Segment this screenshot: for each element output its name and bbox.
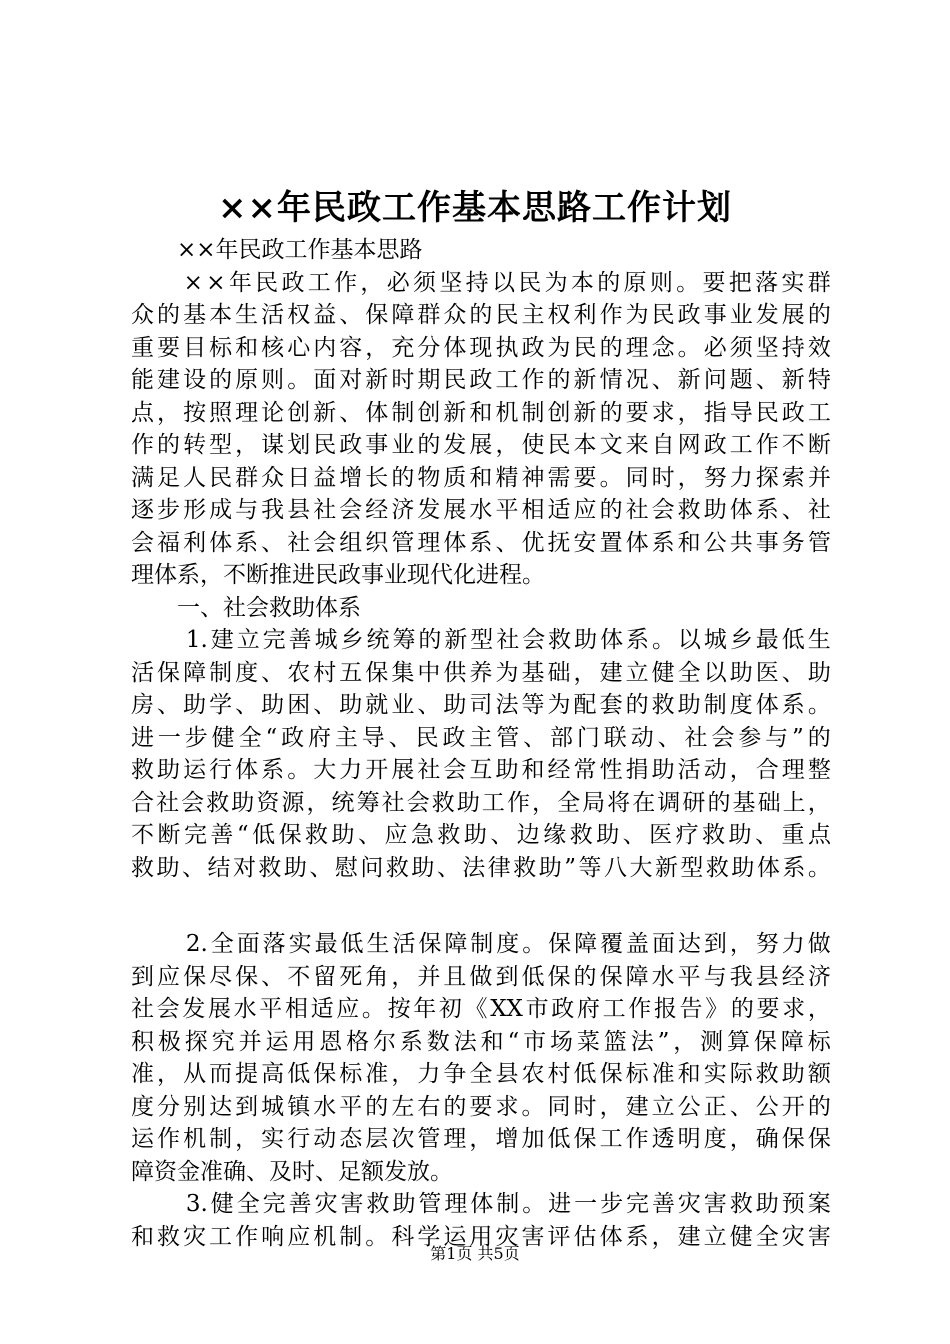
text-line: 理体系，不断推进民政事业现代化进程。: [131, 562, 545, 588]
text-line: 重 要 目 标 和 核 心 内 容 ， 充 分 体 现 执 政 为 民 的 理 念 。 必 须 坚 持 效: [131, 334, 831, 361]
text-line: ××年民政工作基本思路: [131, 237, 423, 263]
text-line: 众 的 基 本 生 活 权 益 、 保 障 群 众 的 民 主 权 利 作 为 民 政 事 业 发 展 的: [131, 302, 831, 328]
text-line: 救 助 、 结 对 救 助 、 慰 问 救 助 、 法 律 救 助 ” 等 八 大 新 型 救 助 体 系 。: [131, 854, 831, 881]
text-line: 会 福 利 体 系 、 社 会 组 织 管 理 体 系 、 优 抚 安 置 体 系 和 公 共 事 务 管: [131, 529, 831, 556]
text-line: 1. 建 立 完 善 城 乡 统 筹 的 新 型 社 会 救 助 体 系 。 以 城 乡 最 低 生: [185, 627, 831, 653]
text-line: × × 年 民 政 工 作 ， 必 须 坚 持 以 民 为 本 的 原 则 。 要 把 落 实 群: [183, 269, 831, 296]
page-footer: 第1页 共5页: [430, 1244, 520, 1263]
blank-line: [131, 884, 831, 928]
text-line: 3. 健 全 完 善 灾 害 救 助 管 理 体 制 。 进 一 步 完 善 灾 害 救 助 预 案: [185, 1191, 831, 1217]
text-line: 和 救 灾 工 作 响 应 机 制 。 科 学 运 用 灾 害 评 估 体 系 ， 建 立 健 全 灾 害: [131, 1223, 831, 1250]
text-line: 度 分 别 达 到 城 镇 水 平 的 左 右 的 要 求 。 同 时 ， 建 立 公 正 、 公 开 的: [131, 1093, 831, 1120]
section-heading: 一、社会救助体系: [131, 594, 361, 621]
text-line: 合 社 会 救 助 资 源 ， 统 筹 社 会 救 助 工 作 ， 全 局 将 在 调 研 的 基 础 上 ，: [131, 789, 831, 816]
text-line: 社 会 发 展 水 平 相 适 应 。 按 年 初 《 XX 市 政 府 工 作 报 告 》 的 要 求 ，: [131, 996, 831, 1022]
text-line: 房 、 助 学 、 助 困 、 助 就 业 、 助 司 法 等 为 配 套 的 救 助 制 度 体 系 。: [131, 692, 831, 718]
text-line: 积 极 探 究 并 运 用 恩 格 尔 系 数 法 和 “ 市 场 菜 篮 法 ” ， 测 算 保 障 标: [131, 1028, 831, 1055]
text-line: 到 应 保 尽 保 、 不 留 死 角 ， 并 且 做 到 低 保 的 保 障 水 平 与 我 县 经 济: [131, 963, 831, 990]
text-line: 障资金准确、及时、足额发放。: [131, 1158, 453, 1185]
text-line: 作 的 转 型 ， 谋 划 民 政 事 业 的 发 展 ， 使 民 本 文 来 自 网 政 工 作 不 断: [131, 432, 831, 458]
text-line: 不 断 完 善 “ 低 保 救 助 、 应 急 救 助 、 边 缘 救 助 、 医 疗 救 助 、 重 点: [131, 822, 831, 848]
text-line: 2. 全 面 落 实 最 低 生 活 保 障 制 度 。 保 障 覆 盖 面 达 到 ， 努 力 做: [185, 931, 831, 957]
text-line: 点 ， 按 照 理 论 创 新 、 体 制 创 新 和 机 制 创 新 的 要 求 ， 指 导 民 政 工: [131, 399, 831, 426]
text-line: 满 足 人 民 群 众 日 益 增 长 的 物 质 和 精 神 需 要 。 同 时 ， 努 力 探 索 并: [131, 464, 831, 491]
text-line: 活 保 障 制 度 、 农 村 五 保 集 中 供 养 为 基 础 ， 建 立 健 全 以 助 医 、 助: [131, 659, 831, 686]
text-line: 进 一 步 健 全 “ 政 府 主 导 、 民 政 主 管 、 部 门 联 动 、 社 会 参 与 ” 的: [131, 724, 831, 751]
text-line: 准 ， 从 而 提 高 低 保 标 准 ， 力 争 全 县 农 村 低 保 标 准 和 实 际 救 助 额: [131, 1061, 831, 1087]
text-line: 运 作 机 制 ， 实 行 动 态 层 次 管 理 ， 增 加 低 保 工 作 透 明 度 ， 确 保 保: [131, 1126, 831, 1152]
text-line: 救 助 运 行 体 系 。 大 力 开 展 社 会 互 助 和 经 常 性 捐 助 活 动 ， 合 理 整: [131, 757, 831, 783]
document-body: [131, 234, 831, 1253]
text-line: 能 建 设 的 原 则 。 面 对 新 时 期 民 政 工 作 的 新 情 况 、 新 问 题 、 新 特: [131, 367, 831, 393]
text-line: 逐 步 形 成 与 我 县 社 会 经 济 发 展 水 平 相 适 应 的 社 会 救 助 体 系 、 社: [131, 497, 831, 523]
document-title: ××年民政工作基本思路工作计划: [218, 188, 732, 228]
